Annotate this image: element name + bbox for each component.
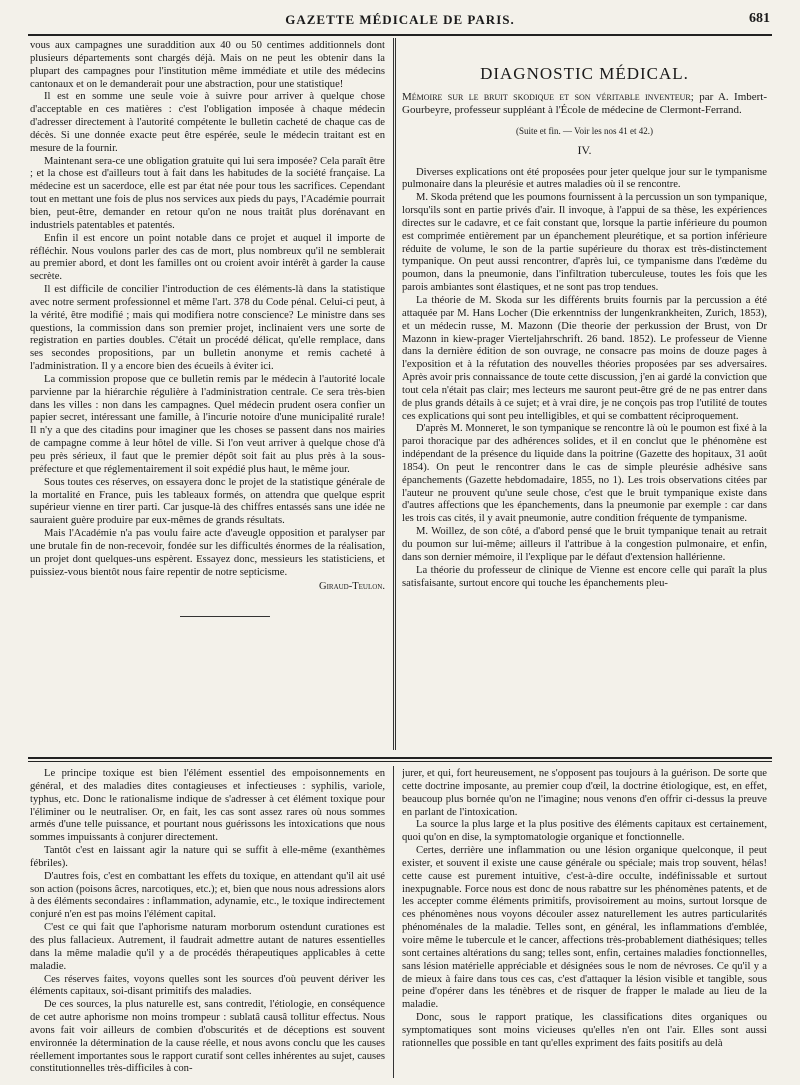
column-divider	[395, 38, 396, 750]
paragraph: Il est difficile de concilier l'introduction de ces éléments-là dans la statistique avec notre serment professionnel et même l'art. 378 du Code pénal. Celui-ci peut, à la vérité, être modifié ; mais qui modifiera notre conscience? Le ministre dans ses questions, la commission dans son premier projet, inclinaient vers une sorte de registration en parties doubles. C'était un procédé délicat, qu'elle remplace, dans ses secondes propositions, par un bulletin anonyme et remis cacheté à l'administration. Il y a encore bien des écueils à éviter ici.	[30, 284, 385, 373]
paragraph: La source la plus large et la plus positive des éléments capitaux est certainement, quoi qu'on en dise, la symptomatologie organique et fonctionnelle.	[402, 819, 767, 844]
paragraph: C'est ce qui fait que l'aphorisme naturam morborum ostendunt curationes est des plus fallacieux. Autrement, il faudrait admettre autant de natures essentielles dans la même maladie qu'il y a de procédés thérapeutiques applicables à cette maladie.	[30, 922, 385, 972]
memoir-title-lead: Mémoire sur le bruit skodique et son véritable inventeur;	[402, 90, 694, 103]
paragraph: Diverses explications ont été proposées pour jeter quelque jour sur le tympanisme pulmonaire dans la pleurésie et autres maladies où il se rencontre.	[402, 166, 767, 191]
journal-title: GAZETTE MÉDICALE DE PARIS.	[285, 12, 515, 27]
paragraph: Tantôt c'est en laissant agir la nature qui se suffit à elle-même (exanthèmes fébriles).	[30, 845, 385, 869]
paragraph: Il est en somme une seule voie à suivre pour arriver à quelque chose d'acceptable en ces matières : c'est l'obligation imposée à chaque médecin d'adresser directement à l'autorité compétente le bulletin cacheté de chaque cas de décès. Si une donnée exacte peut être espérée, seule le médecin traitant est en mesure de la fournir.	[30, 91, 385, 154]
paragraph: Mais l'Académie n'a pas voulu faire acte d'aveugle opposition et paralyser par une brutale fin de non-recevoir, fondée sur les difficultés énormes de la réalisation, un projet dont quelques-uns espèrent. Essayez donc, messieurs les statisticiens, et puissiez-vous bientôt nous faire repentir de notre septicisme.	[30, 528, 385, 578]
memoir-author: par A. Imbert-Gourbeyre, professeur suppléant à l'École de médecine de Clermont-Ferrand.	[402, 90, 767, 116]
paragraph: La théorie de M. Skoda sur les différents bruits fournis par la percussion a été attaquée par M. Hans Locher (Die erkenntniss der lungenkrankheiten, Zurich, 1853), et un médecin russe, M. Mazonn (Die theorie der perkussion der Brust, von Dr Mazonn in kiew-prager Vierteljahrschrift. 26 band. 1852). Le professeur de Vienne dans la dernière édition de son ouvrage, ne consacre pas moins de douze pages à l'exposition et à la réfutation des nouvelles théories proposées par ses adversaires. Après avoir pris connaissance de toute cette discussion, j'en ai gardé la conviction que tout cela n'était pas clair; mes lecteurs me sauront peut-être gré de ne pas entrer dans de plus grands détails à ce sujet; et à vrai dire, je ne conçois pas trop l'utilité de toutes ces explications qui sont peu intelligibles, et qui se combattent réciproquement.	[402, 294, 767, 422]
paragraph: De ces sources, la plus naturelle est, sans contredit, l'étiologie, en conséquence de cet autre aphorisme non moins trompeur : sublatâ causâ tollitur effectus. Nous avons fait voir ailleurs de combien d'obscurités et de déceptions est souvent environnée la détermination de la cause réelle, et nous avons conclu que les causes réellement importantes sous le rapport curatif sont celles inhérentes au sujet, causes constitutionnelles très-difficiles à con-	[30, 999, 385, 1075]
column-divider	[393, 766, 394, 1078]
paragraph: Le principe toxique est bien l'élément essentiel des empoisonnements en général, et des maladies dites contagieuses et infectieuses : syphilis, variole, typhus, etc. Donc le rationalisme indique de s'adresser à cet élément toxique pour l'éliminer ou le neutraliser. Or, en fait, les cas sont assez rares où nous sommes armés d'une telle puissance, et pourtant nous guérissons les intoxications que nous sommes impuissants à conjurer directement.	[30, 768, 385, 844]
paragraph: Donc, sous le rapport pratique, les classifications dites organiques ou symptomatiques sont moins vicieuses qu'elles n'en ont l'air. Elles sont aussi rationnelles que possible en tant qu'elles expriment des faits positifs au delà	[402, 1012, 767, 1049]
author-signature: Giraud-Teulon.	[318, 581, 385, 593]
section-separator	[28, 757, 772, 759]
paragraph: Ces réserves faites, voyons quelles sont les sources d'où peuvent dériver les éléments capitaux, soi-disant primitifs des maladies.	[30, 973, 385, 998]
paragraph: La théorie du professeur de clinique de Vienne est encore celle qui paraît la plus satisfaisante, surtout encore qui touche les épanchements pleu-	[402, 564, 767, 589]
section-title: DIAGNOSTIC MÉDICAL.	[480, 64, 689, 83]
left-column	[30, 40, 385, 755]
paragraph: D'autres fois, c'est en combattant les effets du toxique, en attendant qu'il ait usé son action (poisons âcres, narcotiques, etc.); et, bien que nous nous adressions alors à des éléments secondaires : inflammation, adynamie, etc., le toxique indirectement conjuré n'en est pas moins l'élément capital.	[30, 870, 385, 921]
feuilleton-right-column	[402, 768, 767, 1080]
section-separator	[28, 761, 772, 762]
paragraph: D'après M. Monneret, le son tympanique se rencontre là où le poumon est fixé à la paroi thoracique par des adhérences solides, et il en conclut que le phénomène est indépendant de la présence du liquide dans la poitrine (Gazette des hopitaux, 31 août 1854). On peut le rencontrer dans le cas de simple pleurésie adhésive sans épanchements (Gazette hebdomadaire, 1855, no 1). Les trois observations citées par l'auteur ne prouvent qu'une seule chose, c'est que le bruit tympanique existe dans d'autres affections que les épanchements, dans la pneumonie par exemple : car dans les trois cas cités, il y avait pneumonie, autre condition fréquente de tympanisme.	[402, 423, 767, 525]
closing-rule	[180, 616, 270, 617]
right-column	[402, 40, 767, 755]
paragraph: jurer, et qui, fort heureusement, ne s'opposent pas toujours à la guérison. De sorte que cette doctrine imposante, au premier coup d'œil, la doctrine étiologique, est, en effet, beaucoup plus bornée qu'on ne l'imagine; nous venons d'en offrir ci-dessus la preuve en parlant de l'intoxication.	[402, 768, 767, 818]
page-number: 681	[749, 11, 770, 26]
column-divider	[393, 38, 394, 750]
page-header	[28, 6, 772, 36]
continuation-note: (Suite et fin. — Voir les nos 41 et 42.)	[516, 125, 653, 136]
paragraph: Maintenant sera-ce une obligation gratuite qui lui sera imposée? Cela paraît être ; et la chose est d'ailleurs tout à fait dans les habitudes de la société française. La médecine est un sacerdoce, elle est par état née pour tous les sacrifices. Cependant tout en mettant une fois de plus nos services aux pieds du pays, l'Académie pourrait bien, peut-être, demander en retour qu'on ne nous traitât plus dorénavant en industriels patentables et patentés.	[30, 155, 385, 231]
paragraph: M. Skoda prétend que les poumons fournissent à la percussion un son tympanique, lorsqu'ils sont en partie privés d'air. Il invoque, à l'appui de sa thèse, les expériences directes sur le cadavre, et ce fait constant que, lorsque la partie inférieure du poumon est comprimée entièrement par un épanchement pleurétique, et sa portion inférieure réduite de volume, le son de la partie supérieure du thorax est très-distinctement tympanique. On peut aussi rencontrer, d'après lui, ce tympanisme dans l'œdème du poumon, dans la pneumonie, dans l'infiltration tuberculeuse, toutes les fois que les parois ambiantes sont élastiques, et ne sont pas trop tendues.	[402, 192, 767, 294]
paragraph: Enfin il est encore un point notable dans ce projet et auquel il importe de réfléchir. Nous voulons parler des cas de mort, plus nombreux qu'il ne semblerait au premier abord, et dont les familles ont ou croient avoir intérêt à garder la cause secrète.	[30, 232, 385, 283]
feuilleton-left-column	[30, 768, 385, 1080]
paragraph: vous aux campagnes une suraddition aux 40 ou 50 centimes additionnels dont plusieurs départements sont chargés déjà. Mais on ne peut les obtenir dans la plupart des campagnes pour l'institution même immédiate et utile des médecins cantonaux et on le demanderait pour une abstraction, pour une statistique!	[30, 40, 385, 90]
section-number: IV.	[577, 142, 592, 157]
paragraph: La commission propose que ce bulletin remis par le médecin à l'autorité locale parvienne par la hiérarchie régulière à l'administration centrale. Ce sera très-bien dans les villes : non dans les campagnes. Quel médecin prudent osera confier un papier secret, intéressant une famille, à l'incurie notoire d'une municipalité rurale! Il n'y a que des citadins pour imaginer que les choses se passent dans nos mairies de campagne comme à leur hôtel de ville. Si l'on veut arriver à quelque chose d'à peu près sérieux, il faut que le premier dépôt soit fait au plus près à la sous-préfecture et que réglementairement il soit expédié plus haut, le même jour.	[30, 373, 385, 475]
memoir-title	[402, 91, 767, 117]
paragraph: Sous toutes ces réserves, on essayera donc le projet de la statistique générale de la mortalité en France, puis les tableaux formés, on attendra que quelque esprit supérieur vienne en tirer parti. Car jusque-là des chiffres entassés sans une idée ne sauraient guère produire par eux-mêmes de grands résultats.	[30, 476, 385, 527]
paragraph: Certes, derrière une inflammation ou une lésion organique quelconque, il peut exister, et souvent il existe une cause générale ou spéciale; mais trop souvent, hélas! cette cause est purement intuitive, c'est-à-dire occulte, indéfinissable et surtout inexpugnable. Force nous est donc de nous rabattre sur les phénomènes patents, et de les accepter comme éléments primitifs, provisoirement au moins, surtout lorsque de ces phénomènes nous voyons découler assez naturellement les autres particularités phénoménales de la maladie. Telles sont, en général, les inflammations d'emblée, voire même le tubercule et le cancer, affections très-probablement diathésiques; telles sont certaines altérations du sang; telles sont, enfin, certaines maladies fonctionnelles, sans lésion matérielle appréciable et désignées sous le nom de névroses. Ce qu'il y a de mieux à faire dans tous ces cas, c'est d'attaquer la lésion visible et tangible, sous peine d'opérer dans les ténèbres et de risquer de frapper le malade au lieu de la maladie.	[402, 845, 767, 1011]
paragraph: M. Woillez, de son côté, a d'abord pensé que le bruit tympanique tenait au retrait du poumon sur lui-même; ailleurs il l'attribue à la congestion pulmonaire, et enfin, dans son dernier mémoire, il l'explique par le défaut d'extension hallérienne.	[402, 526, 767, 563]
